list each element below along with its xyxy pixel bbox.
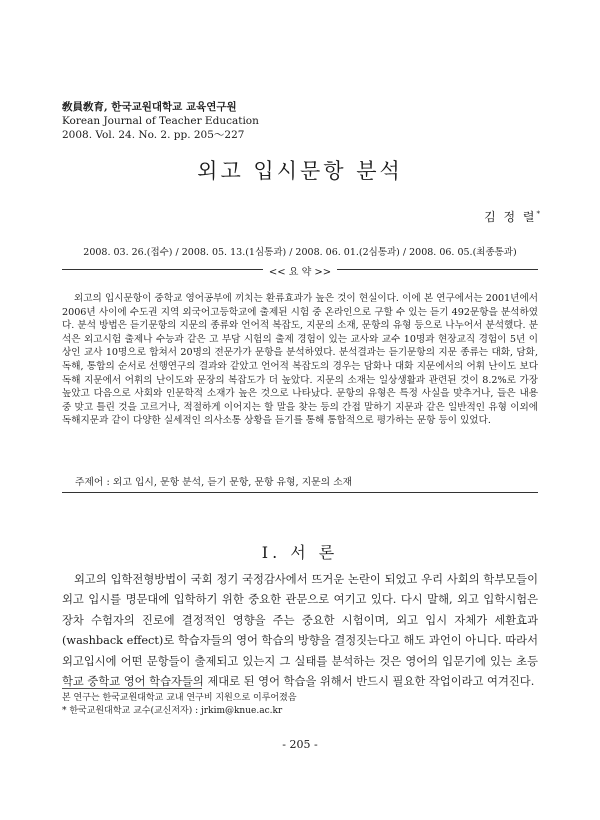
abstract-label-text: << 요 약 >>: [263, 267, 337, 278]
abstract-text: 외고의 입시문항이 중학교 영어공부에 끼치는 환류효과가 높은 것이 현실이다. 이에 본 연구에서는 2001년에서 2006년 사이에 수도권 지역 외국어고등학교에 출제된 시험 중 온라인으로 구할 수 있는 듣기 492문항을 분석하였다. 분석 방법은 듣기문항의 지문의 종류와 언어적 복잡도, 지문의 소재, 문항의 유형 등으로 나누어서 분석했다. 분석은 외고시험 출제나 수능과 같은 고 부담 시험의 출제 경험이 있는 교사와 교수 10명과 현장교직 경험이 5년 이상인 교사 10명으로 합쳐서 20명의 전문가가 문항을 분석하였다. 분석결과는 듣기문항의 지문 종류는 대화, 담화, 독해, 통합의 순서로 선행연구의 결과와 같았고 언어적 복잡도의 경우는 담화나 대화 지문에서의 어휘 난이도 보다 독해 지문에서 어휘의 난이도와 문장의 복잡도가 더 높았다. 지문의 소재는 일상생활과 관련된 것이 8.2%로 가장 높았고 다음으로 사회와 인문학적 소재가 높은 것으로 나타났다. 문항의 유형은 특정 사실을 맞추거나, 들은 내용 중 맞고 틀린 것을 고르거나, 적절하게 이어지는 할 말을 찾는 등의 간접 말하기 지문과 같은 일반적인 유형 이외에 독해지문과 같이 다양한 실세적인 의사소통 상황을 듣기를 통해 통합적으로 평가하는 문항 등이 있었다.: [62, 293, 538, 427]
paper-title: 외고 입시문항 분석: [197, 159, 403, 183]
review-dates: 2008. 03. 26.(접수) / 2008. 05. 13.(1심통과) / 2008. 06. 01.(2심통과) / 2008. 06. 05.(최종통과): [83, 247, 517, 258]
journal-info: [62, 100, 259, 142]
keywords: 주제어 : 외고 입시, 문항 분석, 듣기 문항, 문항 유형, 지문의 소재: [75, 477, 353, 488]
section-heading: Ⅰ. 서 론: [261, 543, 339, 562]
journal-name-ko: 敎員敎育, 한국교원대학교 교육연구원: [62, 101, 237, 113]
abstract: [62, 292, 538, 428]
abstract-bottom-rule: [62, 492, 538, 493]
footnote-funding: 본 연구는 한국교원대학교 교내 연구비 지원으로 이루어졌음: [62, 693, 297, 703]
abstract-label: [0, 263, 600, 278]
body-paragraph: [62, 570, 538, 692]
page-number: - 205 -: [282, 738, 318, 751]
footnote-rule: [62, 688, 202, 689]
author-mark: *: [536, 210, 540, 218]
author-name: 김 정 렬: [484, 210, 537, 224]
journal-name-en: Korean Journal of Teacher Education: [62, 115, 259, 127]
footnote-author: * 한국교원대학교 교수(교신저자) : jrkim@knue.ac.kr: [62, 706, 283, 716]
journal-citation: 2008. Vol. 24. No. 2. pp. 205～227: [62, 129, 245, 141]
footnotes: [62, 692, 297, 718]
body-text: 외고의 입학전형방법이 국회 정기 국정감사에서 뜨거운 논란이 되었고 우리 사회의 학부모들이 외고 입시를 명문대에 입학하기 위한 중요한 관문으로 여기고 있다. 다시 말해, 외고 입학시험은 장차 수험자의 진로에 결정적인 영향을 주는 중요한 시험이며, 외고 입시 자체가 세환효과(washback effect)로 학습자들의 영어 학습의 방향을 결정짓는다고 해도 과언이 아니다. 따라서 외고입시에 어떤 문항들이 출제되고 있는지 그 실태를 분석하는 것은 영어의 입문기에 있는 초등학교 중학교 영어 학습자들의 제대로 된 영어 학습을 위해서 반드시 필요한 작업이라고 여겨진다.: [62, 573, 538, 689]
author: [484, 208, 540, 225]
